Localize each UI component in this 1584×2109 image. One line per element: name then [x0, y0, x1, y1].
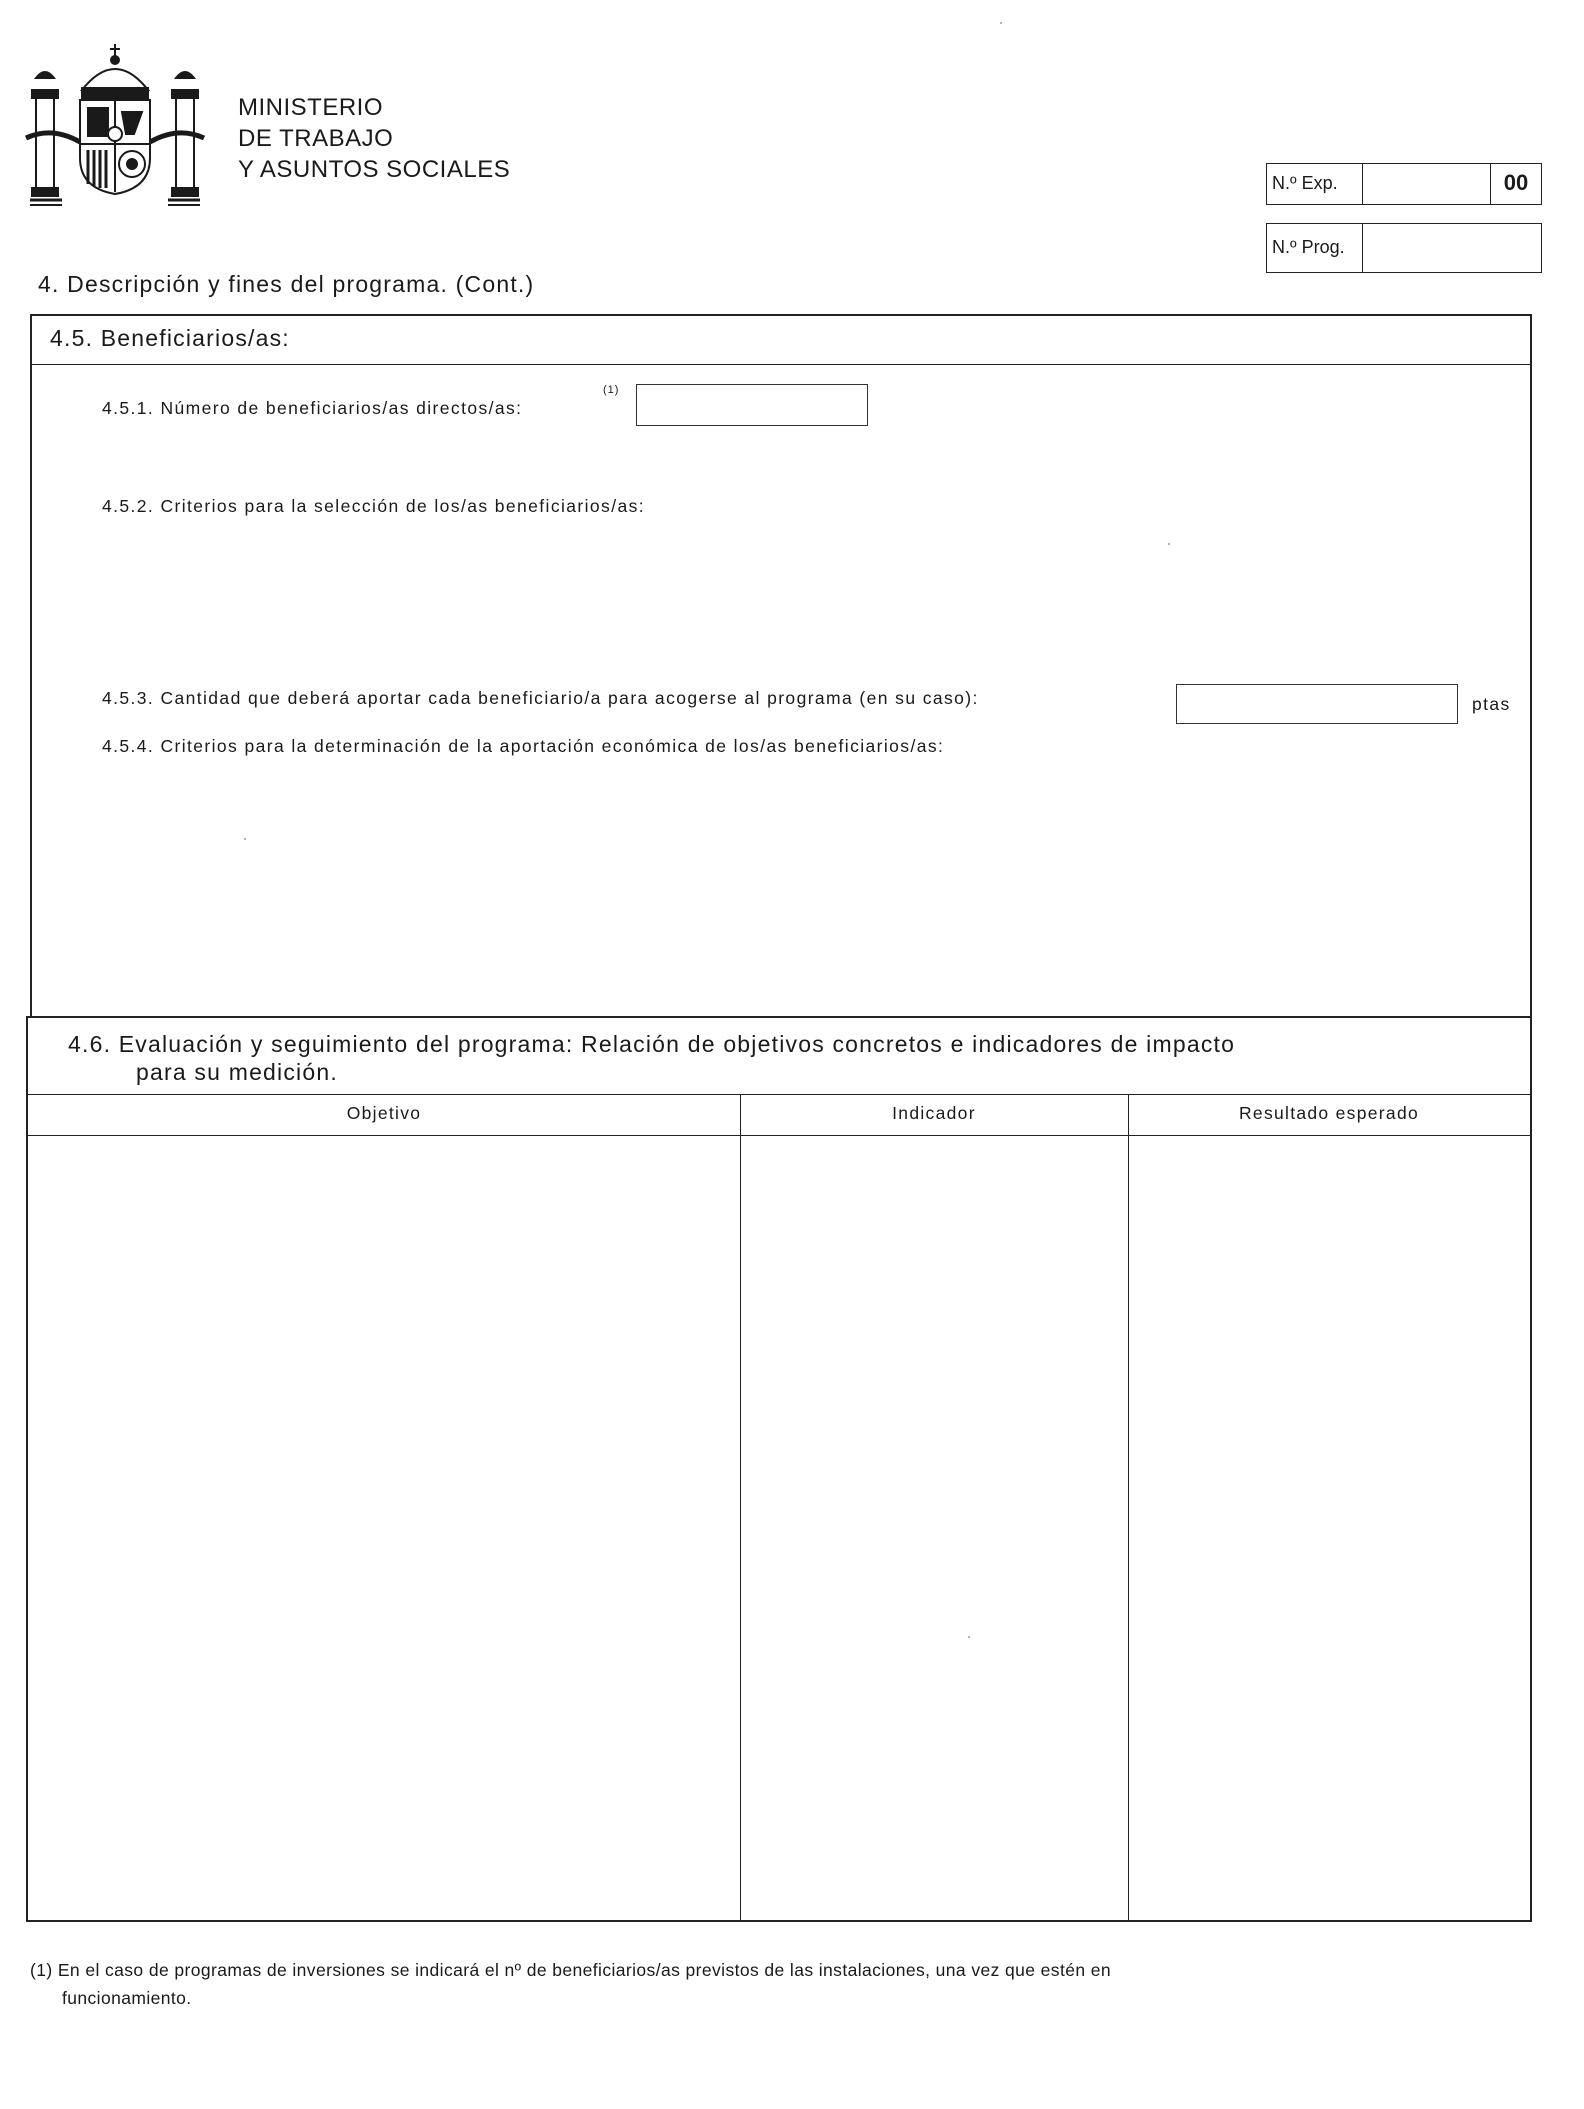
column-divider-2 — [1128, 1094, 1129, 1920]
item-4-5-4-label: 4.5.4. Criterios para la determinación de la aportación económica de los/as beneficiarios/as: — [102, 736, 945, 756]
scan-speck — [1000, 22, 1002, 24]
indicador-column-area[interactable] — [744, 1140, 1124, 1916]
ministry-name — [238, 92, 510, 185]
column-divider-1 — [740, 1094, 741, 1920]
column-header-objetivo: Objetivo — [346, 1103, 422, 1123]
scan-speck — [244, 838, 246, 840]
evaluation-table-header — [28, 1094, 1530, 1136]
resultado-column-area[interactable] — [1132, 1140, 1526, 1916]
beneficiaries-section — [30, 314, 1532, 1018]
beneficiaries-heading: 4.5. Beneficiarios/as: — [50, 325, 290, 351]
expediente-label: N.º Exp. — [1267, 164, 1363, 204]
column-header-resultado: Resultado esperado — [1238, 1103, 1420, 1123]
item-4-5-2-label: 4.5.2. Criterios para la selección de los/as beneficiarios/as: — [102, 496, 646, 516]
expediente-code: 00 — [1490, 164, 1541, 204]
item-4-5-1-text: 4.5.1. Número de beneficiarios/as directos/as: — [102, 398, 523, 418]
program-number-field[interactable] — [1364, 224, 1541, 272]
footnote — [30, 1956, 1111, 2012]
program-label: N.º Prog. — [1267, 224, 1363, 272]
section-title: 4. Descripción y fines del programa. (Cont.) — [38, 271, 535, 297]
ministry-line-1: MINISTERIO — [238, 94, 384, 121]
evaluation-heading — [68, 1030, 1235, 1086]
evaluation-section — [26, 1016, 1532, 1922]
ministry-line-3: Y ASUNTOS SOCIALES — [238, 156, 511, 183]
evaluation-heading-line-2: para su medición. — [136, 1059, 338, 1085]
beneficiaries-heading-bar — [32, 316, 1530, 365]
item-4-5-3-label: 4.5.3. Cantidad que deberá aportar cada beneficiario/a para acogerse al programa (en su caso): — [102, 688, 979, 708]
footnote-line-1: (1) En el caso de programas de inversiones se indicará el nº de beneficiarios/as previstos de las instalaciones, una vez que estén en — [30, 1960, 1112, 1980]
scan-speck — [968, 1636, 970, 1638]
objetivo-column-area[interactable] — [32, 1140, 736, 1916]
column-header-indicador: Indicador — [892, 1103, 976, 1123]
evaluation-heading-line-1: 4.6. Evaluación y seguimiento del programa: Relación de objetivos concretos e indicadores de impacto — [68, 1031, 1236, 1057]
program-number-box — [1266, 223, 1542, 273]
contribution-criteria-area[interactable] — [102, 766, 1502, 996]
scan-speck — [1168, 543, 1170, 545]
contribution-amount-input[interactable] — [1176, 684, 1458, 724]
direct-beneficiaries-input[interactable] — [636, 384, 868, 426]
expediente-number-box — [1266, 163, 1542, 205]
footnote-line-2: funcionamiento. — [62, 1988, 192, 2008]
currency-unit: ptas — [1472, 694, 1511, 714]
selection-criteria-area[interactable] — [102, 526, 1502, 676]
item-4-5-1-label — [102, 398, 522, 419]
coat-of-arms-logo — [22, 38, 208, 206]
footnote-marker: (1) — [603, 384, 620, 396]
ministry-line-2: DE TRABAJO — [238, 125, 394, 152]
expediente-number-field[interactable] — [1364, 164, 1489, 204]
